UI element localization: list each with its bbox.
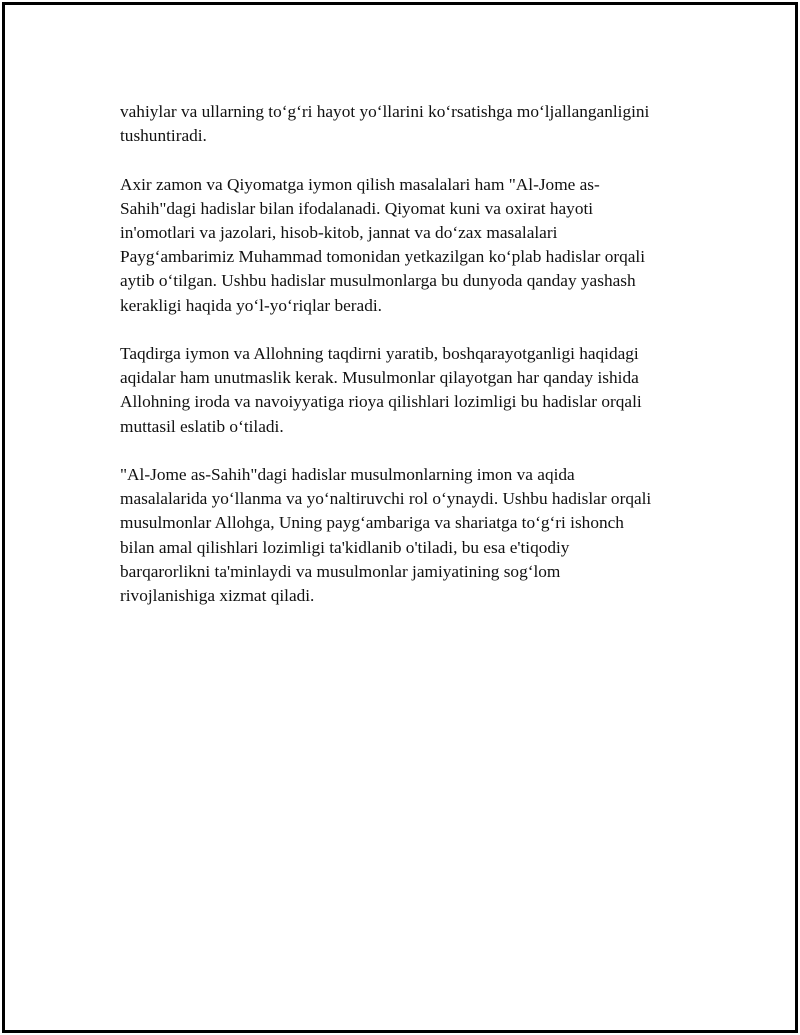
page-frame — [2, 2, 798, 1033]
document-body — [120, 100, 705, 632]
paragraph-3: Taqdirga iymon va Allohning taqdirni yaratib, boshqarayotganligi haqidagi aqidalar ham unutmaslik kerak. Musulmonlar qilayotgan har qanday ishida Allohning iroda va navoiyyatiga rioya qilishlari lozimligi bu hadislar orqali muttasil eslatib o‘tiladi. — [120, 344, 642, 436]
paragraph-1: vahiylar va ullarning to‘g‘ri hayot yo‘llarini ko‘rsatishga mo‘ljallanganligini tushuntiradi. — [120, 102, 650, 146]
paragraph-4: "Al-Jome as-Sahih"dagi hadislar musulmonlarning imon va aqida masalalarida yo‘llanma va yo‘naltiruvchi rol o‘ynaydi. Ushbu hadislar orqali musulmonlar Allohga, Uning payg‘ambariga va shariatga to‘g‘ri ishonch bilan amal qilishlari lozimligi ta'kidlanib o'tiladi, bu esa e'tiqodiy barqarorlikni ta'minlaydi va musulmonlar jamiyatining sog‘lom rivojlanishiga xizmat qiladi. — [120, 465, 652, 606]
paragraph-2: Axir zamon va Qiyomatga iymon qilish masalalari ham "Al-Jome as- Sahih"dagi hadislar bilan ifodalanadi. Qiyomat kuni va oxirat hayoti in'omotlari va jazolari, hisob-kitob, jannat va do‘zax masalalari Payg‘ambarimiz Muhammad tomonidan yetkazilgan ko‘plab hadislar orqali aytib o‘tilgan. Ushbu hadislar musulmonlarga bu dunyoda qanday yashash kerakligi haqida yo‘l-yo‘riqlar beradi. — [120, 174, 646, 315]
